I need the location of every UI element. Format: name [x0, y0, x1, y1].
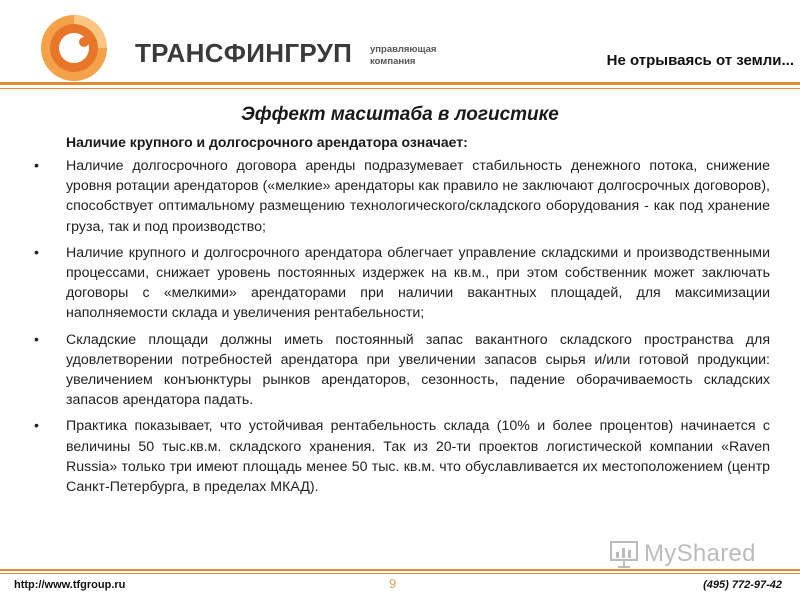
bullet-text: Практика показывает, что устойчивая рентабельность склада (10% и более процентов) начинается с величины 50 тыс.кв.м. складского хранения. Так из 20-ти проектов логистической компании «Raven Russia» только три имеют площадь менее 50 тыс. кв.м. что обуславливается их местоположением (центр Санкт-Петербурга, в пределах МКАД). [66, 418, 770, 496]
bullet-marker: • [34, 331, 39, 348]
footer-divider [0, 569, 800, 571]
list-item [28, 416, 770, 497]
brand-name: ТРАНСФИНГРУП [135, 38, 353, 68]
page-number: 9 [389, 576, 397, 591]
header-divider-thin [0, 88, 800, 89]
list-item [28, 330, 770, 411]
circle-logo-icon [38, 12, 110, 84]
watermark [608, 538, 768, 572]
bullet-marker: • [34, 158, 39, 174]
header-divider [0, 82, 800, 85]
presentation-chart-icon [608, 538, 640, 570]
bullet-list [28, 156, 770, 503]
brand-subtitle [370, 44, 460, 68]
website-link[interactable]: http://www.tfgroup.ru [14, 579, 126, 591]
bullet-marker: • [34, 244, 39, 261]
list-item [28, 156, 770, 237]
brand-subtitle-line1: управляющая [370, 44, 437, 55]
watermark-text: MyShared [644, 540, 756, 567]
bullet-text: Наличие долгосрочного договора аренды подразумевает стабильность денежного потока, снижение уровня ротации арендаторов («мелкие» арендаторы как правило не заключают долгосрочных договоров), способствует оптимальному размещению технологического/складского оборудования - как под хранение груза, так и под производство; [66, 158, 770, 235]
phone-number: (495) 772-97-42 [703, 579, 782, 591]
slide-subtitle: Наличие крупного и долгосрочного арендатора означает: [66, 134, 468, 150]
tagline: Не отрываясь от земли... [606, 52, 794, 69]
bullet-text: Складские площади должны иметь постоянный запас вакантного складского пространства для удовлетворении потребностей арендатора при увеличении запасов сырья и/или готовой продукции: увеличением конъюнктуры рынков арендаторов, сезонность, падение оборачиваемость складских запасов арендатора падать. [66, 331, 770, 409]
bullet-text: Наличие крупного и долгосрочного арендатора облегчает управление складскими и производственными процессами, снижает уровень постоянных издержек на кв.м., при этом собственник может заключать договоры с «мелкими» арендаторами при наличии вакантных площадей, для максимизации наполняемости склада и увеличения рентабельности; [66, 244, 770, 322]
footer-divider-thin [0, 573, 800, 574]
brand-subtitle-line2: компания [370, 56, 416, 67]
list-item [28, 243, 770, 324]
bullet-marker: • [34, 418, 39, 435]
slide-title: Эффект масштаба в логистике [241, 104, 559, 125]
